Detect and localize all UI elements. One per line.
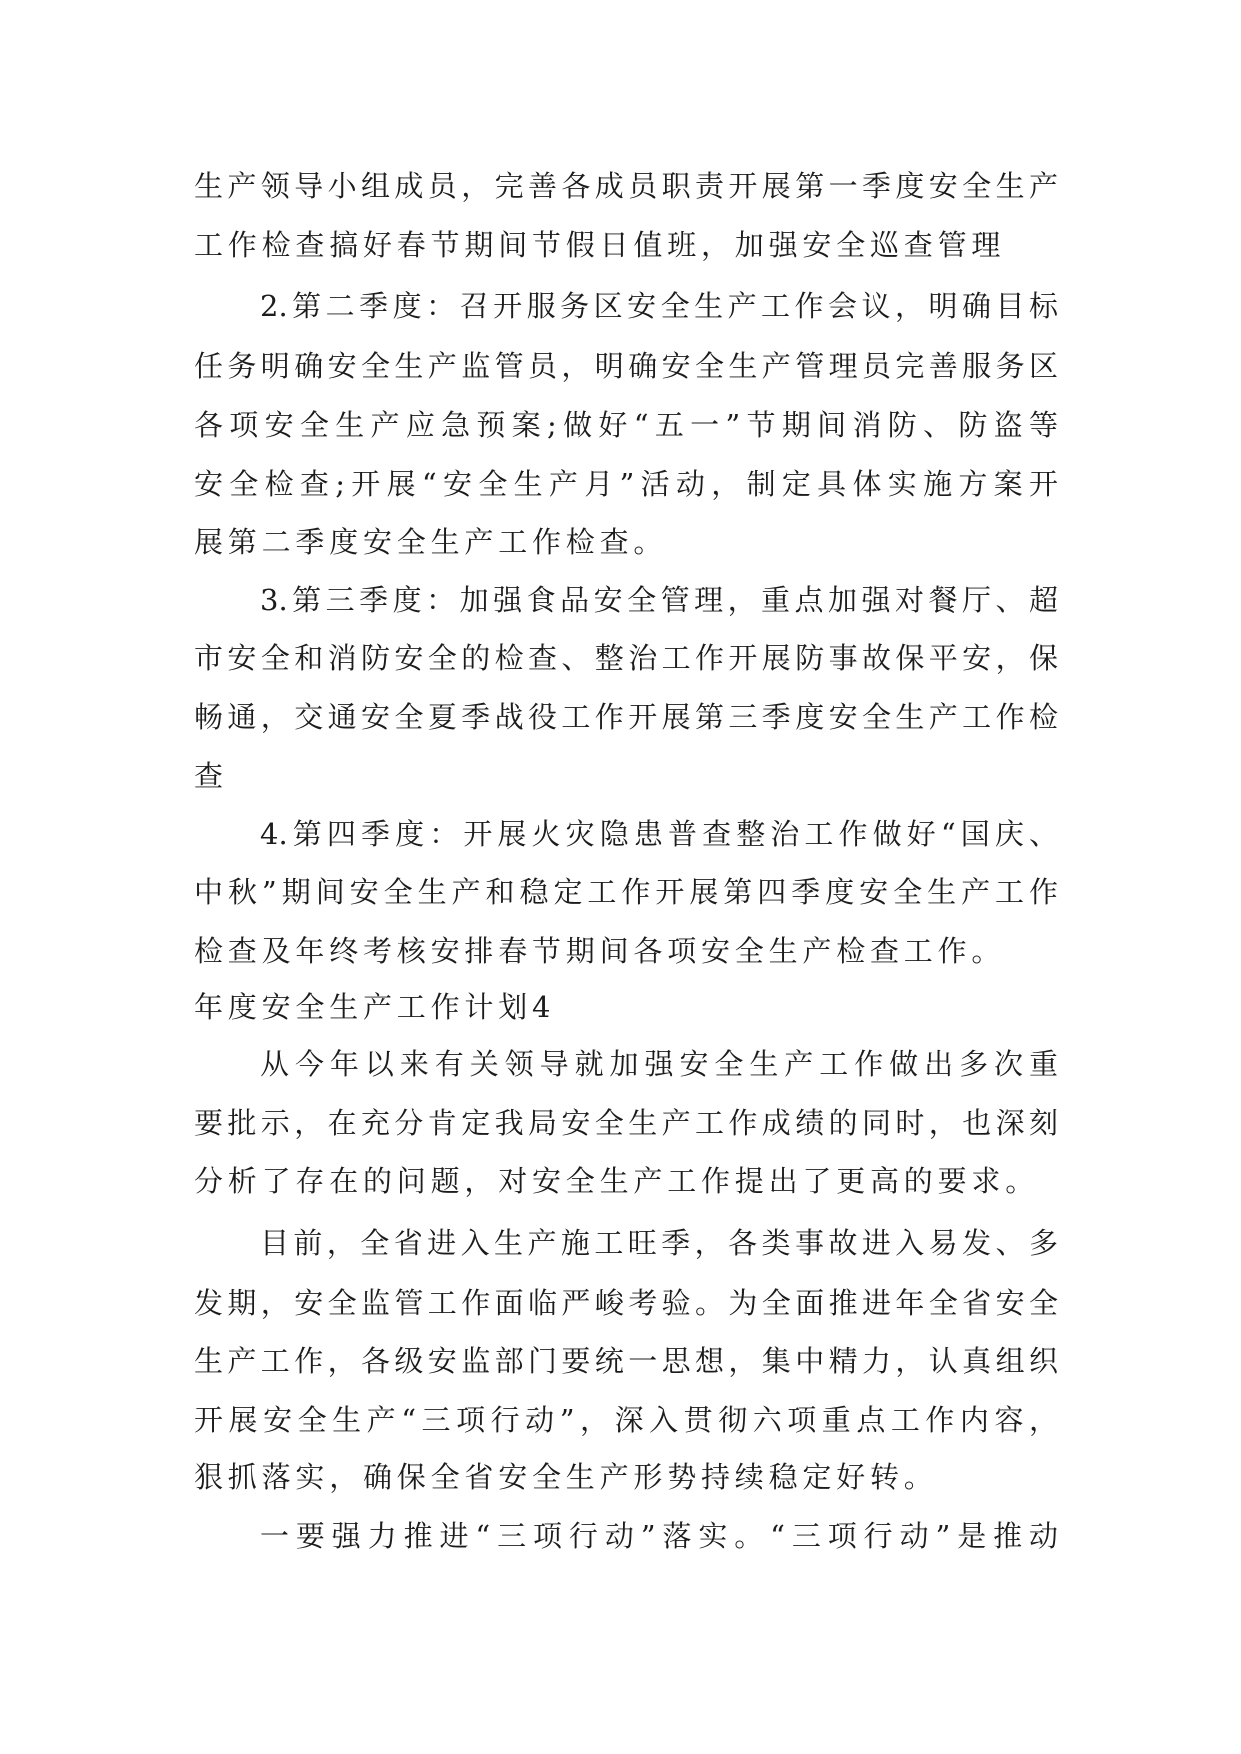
body-text-line: 狠抓落实，确保全省安全生产形势持续稳定好转。 <box>194 1460 938 1494</box>
body-text-line: 检查及年终考核安排春节期间各项安全生产检查工作。 <box>194 934 1006 968</box>
body-text-line: 4.第四季度：开展火灾隐患普查整治工作做好“国庆、 <box>260 817 1058 851</box>
body-text-line: 生产工作，各级安监部门要统一思想，集中精力，认真组织 <box>194 1344 1058 1378</box>
body-text-line: 展第二季度安全生产工作检查。 <box>194 525 668 559</box>
body-text-line: 从今年以来有关领导就加强安全生产工作做出多次重 <box>260 1047 1058 1081</box>
body-text-line: 分析了存在的问题，对安全生产工作提出了更高的要求。 <box>194 1164 1040 1198</box>
body-text-line: 2.第二季度：召开服务区安全生产工作会议，明确目标 <box>260 289 1058 323</box>
body-text-line: 目前，全省进入生产施工旺季，各类事故进入易发、多 <box>260 1226 1058 1260</box>
body-text-line: 3.第三季度：加强食品安全管理，重点加强对餐厅、超 <box>260 583 1058 617</box>
body-text-line: 安全检查;开展“安全生产月”活动，制定具体实施方案开 <box>194 467 1058 501</box>
body-text-line: 一要强力推进“三项行动”落实。“三项行动”是推动 <box>260 1519 1058 1553</box>
section-title: 年度安全生产工作计划4 <box>194 990 556 1024</box>
body-text-line: 市安全和消防安全的检查、整治工作开展防事故保平安，保 <box>194 641 1058 675</box>
body-text-line: 开展安全生产“三项行动”，深入贯彻六项重点工作内容， <box>194 1403 1058 1437</box>
body-text-line: 查 <box>194 759 228 793</box>
body-text-line: 畅通，交通安全夏季战役工作开展第三季度安全生产工作检 <box>194 700 1058 734</box>
body-text-line: 要批示，在充分肯定我局安全生产工作成绩的同时，也深刻 <box>194 1106 1058 1140</box>
body-text-line: 工作检查搞好春节期间节假日值班，加强安全巡查管理 <box>194 228 1006 262</box>
body-text-line: 各项安全生产应急预案;做好“五一”节期间消防、防盗等 <box>194 408 1058 442</box>
body-text-line: 生产领导小组成员，完善各成员职责开展第一季度安全生产 <box>194 169 1058 203</box>
body-text-line: 中秋”期间安全生产和稳定工作开展第四季度安全生产工作 <box>194 875 1058 909</box>
body-text-line: 任务明确安全生产监管员，明确安全生产管理员完善服务区 <box>194 349 1058 383</box>
body-text-line: 发期，安全监管工作面临严峻考验。为全面推进年全省安全 <box>194 1286 1058 1320</box>
